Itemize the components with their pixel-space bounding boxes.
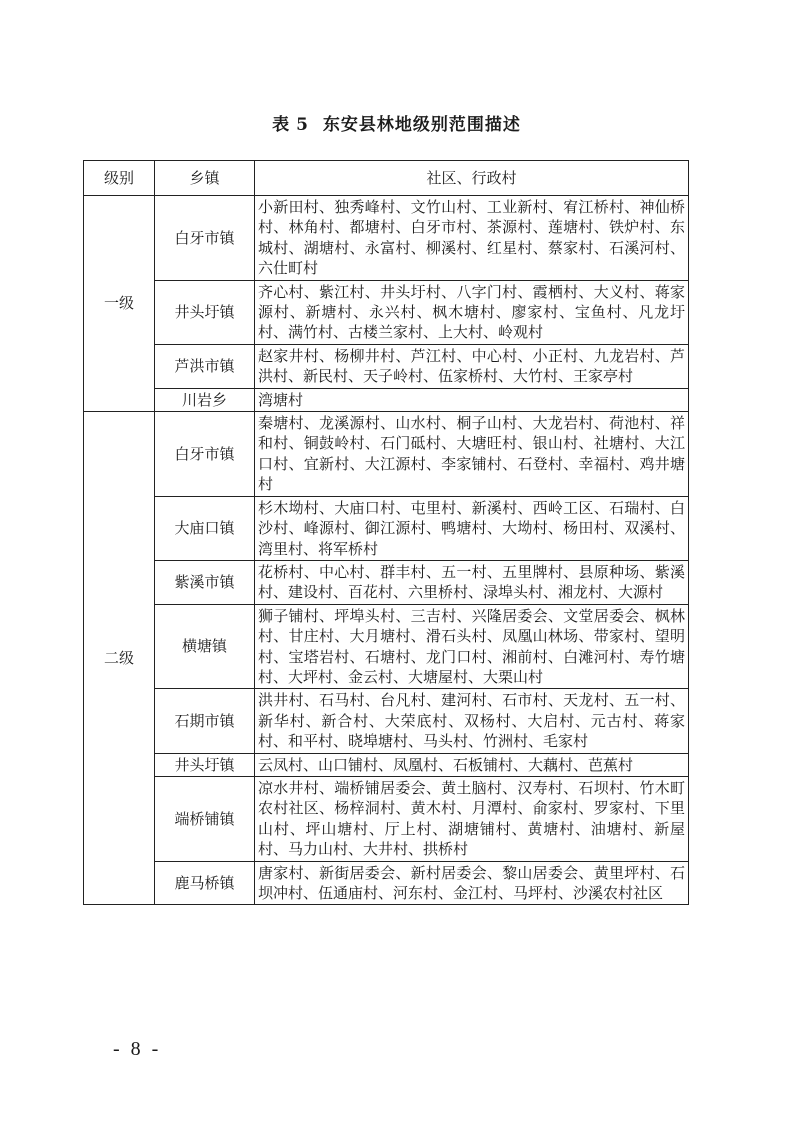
header-town: 乡镇 — [155, 161, 255, 196]
town-cell: 横塘镇 — [155, 604, 255, 689]
town-cell: 芦洪市镇 — [155, 344, 255, 388]
page-number: - 8 - — [113, 1038, 162, 1060]
town-cell: 鹿马桥镇 — [155, 861, 255, 905]
town-cell: 井头圩镇 — [155, 753, 255, 776]
villages-cell: 唐家村、新街居委会、新村居委会、黎山居委会、黄里坪村、石坝冲村、伍通庙村、河东村、金江村、马坪村、沙溪农村社区 — [255, 861, 689, 905]
table-row — [84, 280, 689, 344]
level-cell: 二级 — [84, 412, 155, 905]
villages-cell: 湾塘村 — [255, 388, 689, 411]
table-row — [84, 560, 689, 604]
town-cell: 端桥铺镇 — [155, 776, 255, 861]
villages-cell: 凉水井村、端桥铺居委会、黄土脑村、汉寿村、石坝村、竹木町农村社区、杨梓洞村、黄木村、月潭村、俞家村、罗家村、下里山村、坪山塘村、厅上村、湖塘铺村、黄塘村、油塘村、新屋村、马力山村、大井村、拱桥村 — [255, 776, 689, 861]
town-cell: 川岩乡 — [155, 388, 255, 411]
level-cell: 一级 — [84, 196, 155, 412]
table-title — [0, 110, 793, 135]
villages-cell: 赵家井村、杨柳井村、芦江村、中心村、小正村、九龙岩村、芦洪村、新民村、天子岭村、伍家桥村、大竹村、王家亭村 — [255, 344, 689, 388]
town-cell: 白牙市镇 — [155, 412, 255, 497]
table-row — [84, 689, 689, 753]
header-row — [84, 161, 689, 196]
header-villages: 社区、行政村 — [255, 161, 689, 196]
town-cell: 紫溪市镇 — [155, 560, 255, 604]
town-cell: 大庙口镇 — [155, 496, 255, 560]
table-row — [84, 412, 689, 497]
header-level: 级别 — [84, 161, 155, 196]
table-row — [84, 196, 689, 281]
villages-cell: 秦塘村、龙溪源村、山水村、桐子山村、大龙岩村、荷池村、祥和村、铜鼓岭村、石门砥村、大塘旺村、银山村、社塘村、大江口村、宜新村、大江源村、李家铺村、石登村、幸福村、鸡井塘村 — [255, 412, 689, 497]
villages-cell: 齐心村、紫江村、井头圩村、八字门村、霞栖村、大义村、蒋家源村、新塘村、永兴村、枫木塘村、廖家村、宝鱼村、凡龙圩村、满竹村、古楼兰家村、上大村、岭观村 — [255, 280, 689, 344]
town-cell: 石期市镇 — [155, 689, 255, 753]
table-row — [84, 604, 689, 689]
table-row — [84, 388, 689, 411]
table-title-text: 东安县林地级别范围描述 — [322, 115, 521, 135]
table-title-prefix: 表 — [272, 115, 291, 135]
table-row — [84, 496, 689, 560]
villages-cell: 杉木坳村、大庙口村、屯里村、新溪村、西岭工区、石瑞村、白沙村、峰源村、御江源村、鸭塘村、大坳村、杨田村、双溪村、湾里村、将军桥村 — [255, 496, 689, 560]
villages-cell: 洪井村、石马村、台凡村、建河村、石市村、天龙村、五一村、新华村、新合村、大荣底村、双杨村、大启村、元古村、蒋家村、和平村、晓埠塘村、马头村、竹洲村、毛家村 — [255, 689, 689, 753]
villages-cell: 云凤村、山口铺村、凤凰村、石板铺村、大藕村、芭蕉村 — [255, 753, 689, 776]
villages-cell: 小新田村、独秀峰村、文竹山村、工业新村、宥江桥村、神仙桥村、林角村、都塘村、白牙市村、茶源村、莲塘村、铁炉村、东城村、湖塘村、永富村、柳溪村、红星村、蔡家村、石溪河村、六仕町村 — [255, 196, 689, 281]
table-row — [84, 776, 689, 861]
table-row — [84, 861, 689, 905]
table-row — [84, 753, 689, 776]
table-row — [84, 344, 689, 388]
villages-cell: 狮子铺村、坪埠头村、三吉村、兴隆居委会、文堂居委会、枫林村、甘庄村、大月塘村、滑石头村、凤凰山林场、带家村、望明村、宝塔岩村、石塘村、龙门口村、湘前村、白滩河村、寿竹塘村、大坪村、金云村、大塘屋村、大栗山村 — [255, 604, 689, 689]
table-title-number: 5 — [296, 115, 309, 135]
town-cell: 白牙市镇 — [155, 196, 255, 281]
town-cell: 井头圩镇 — [155, 280, 255, 344]
villages-cell: 花桥村、中心村、群丰村、五一村、五里牌村、县原种场、紫溪村、建设村、百花村、六里桥村、渌埠头村、湘龙村、大源村 — [255, 560, 689, 604]
forest-level-table — [83, 160, 689, 905]
